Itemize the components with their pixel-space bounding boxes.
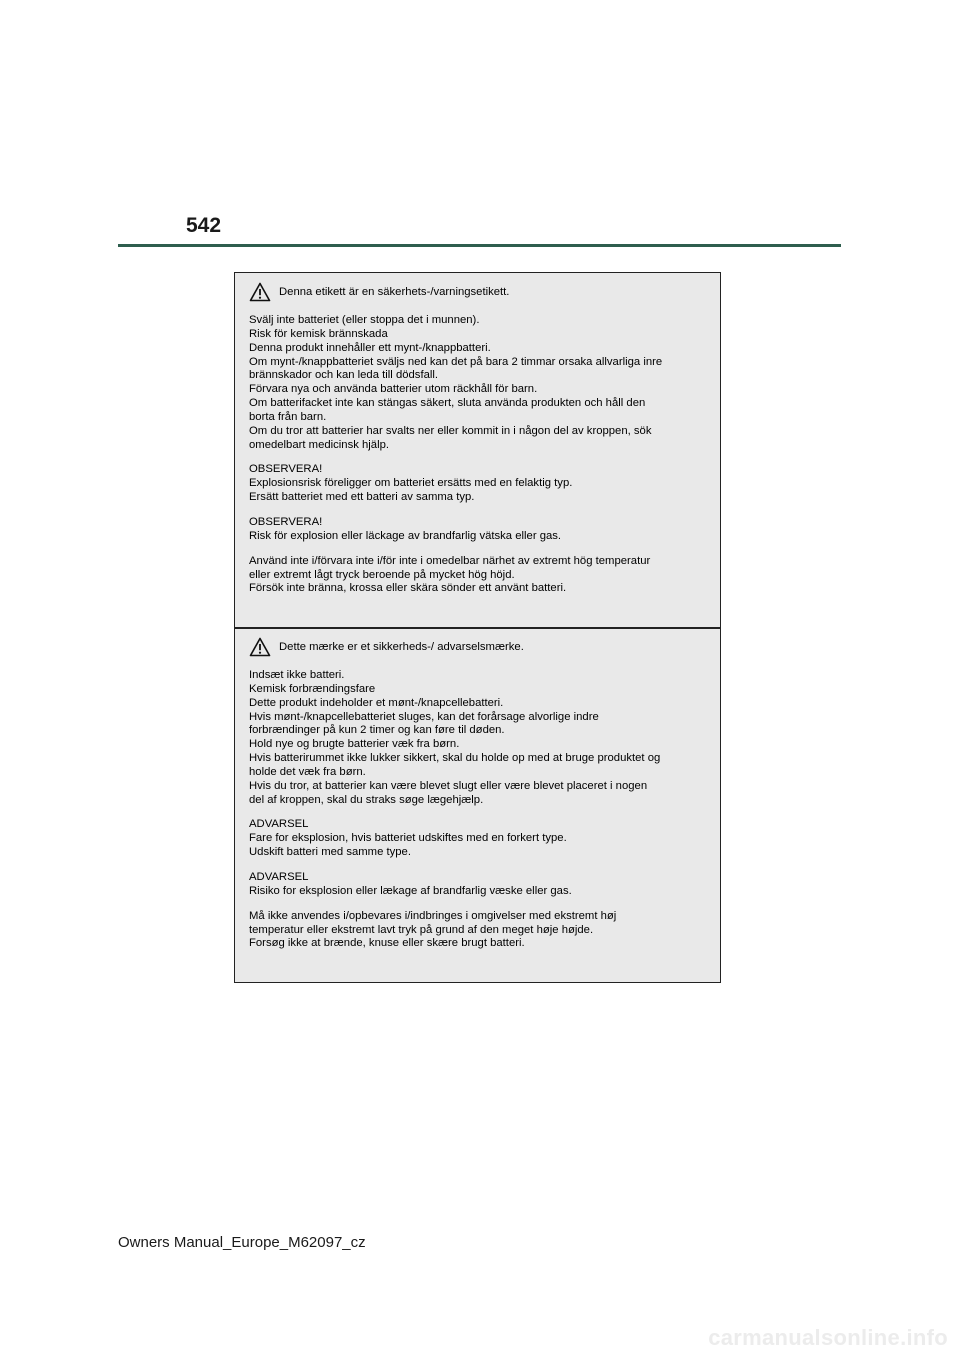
text-line: del af kroppen, skal du straks søge lægehjælp. — [249, 793, 484, 806]
text-line: Risiko for eksplosion eller lækage af brandfarlig væske eller gas. — [249, 884, 572, 897]
danish-block-3 — [249, 871, 708, 899]
text-line: Försök inte bränna, krossa eller skära sönder ett använt batteri. — [249, 582, 567, 595]
warning-triangle-icon — [249, 282, 271, 302]
text-line: Kemisk forbrændingsfare — [249, 682, 376, 695]
danish-block-1 — [249, 669, 708, 807]
text-line: OBSERVERA! — [249, 515, 323, 528]
text-line: Hvis du tror, at batterier kan være blevet slugt eller være blevet placeret i nogen — [249, 779, 648, 792]
text-line: Förvara nya och använda batterier utom räckhåll för barn. — [249, 383, 538, 396]
swedish-block-2 — [249, 463, 708, 505]
text-line: borta från barn. — [249, 410, 327, 423]
danish-warning-panel — [235, 628, 720, 983]
header-rule — [118, 244, 841, 247]
swedish-block-1 — [249, 314, 708, 452]
text-line: Hold nye og brugte batterier væk fra børn. — [249, 738, 460, 751]
text-line: forbrændinger på kun 2 timer og kan føre til døden. — [249, 724, 505, 737]
text-line: Hvis batterirummet ikke lukker sikkert, skal du holde op med at bruge produktet og — [249, 752, 661, 765]
text-line: Denna produkt innehåller ett mynt-/knappbatteri. — [249, 341, 491, 354]
page-number: 542 — [186, 214, 222, 237]
danish-panel-header — [249, 636, 708, 658]
text-line: holde det væk fra børn. — [249, 765, 366, 778]
watermark: carmanualsonline.info — [708, 1325, 948, 1350]
text-line: Ersätt batteriet med ett batteri av samma typ. — [249, 491, 475, 504]
danish-block-4 — [249, 910, 708, 952]
text-line: Svälj inte batteriet (eller stoppa det i munnen). — [249, 314, 480, 326]
text-line: ADVARSEL — [249, 818, 309, 831]
text-line: omedelbart medicinsk hjälp. — [249, 438, 390, 451]
warning-triangle-icon — [249, 637, 271, 657]
text-line: Risk för explosion eller läckage av brandfarlig vätska eller gas. — [249, 529, 562, 542]
text-line: ADVARSEL — [249, 870, 309, 883]
text-line: Om batterifacket inte kan stängas säkert, sluta använda produkten och håll den — [249, 397, 646, 410]
text-line: Om du tror att batterier har svalts ner eller kommit in i någon del av kroppen, sök — [249, 424, 652, 437]
swedish-block-3 — [249, 516, 708, 544]
footer-manual-id: Owners Manual_Europe_M62097_cz — [118, 1234, 366, 1251]
danish-block-2 — [249, 818, 708, 860]
text-line: Om mynt-/knappbatteriet sväljs ned kan det på bara 2 timmar orsaka allvarliga inre — [249, 355, 663, 368]
text-line: Risk för kemisk brännskada — [249, 327, 388, 340]
text-line: Må ikke anvendes i/opbevares i/indbringes i omgivelser med ekstremt høj — [249, 909, 617, 922]
text-line: Använd inte i/förvara inte i/för inte i omedelbar närhet av extremt hög temperatur — [249, 554, 651, 567]
text-line: Hvis mønt-/knapcellebatteriet sluges, kan det forårsage alvorlige indre — [249, 710, 599, 723]
text-line: brännskador och kan leda till dödsfall. — [249, 369, 439, 382]
swedish-block-4 — [249, 555, 708, 597]
swedish-panel-title: Denna etikett är en säkerhets-/varningsetikett. — [279, 286, 510, 298]
warning-label-image — [234, 272, 721, 983]
danish-panel-title: Dette mærke er et sikkerheds-/ advarselsmærke. — [279, 641, 524, 653]
text-line: eller extremt lågt tryck beroende på mycket hög höjd. — [249, 568, 515, 581]
text-line: Forsøg ikke at brænde, knuse eller skære brugt batteri. — [249, 937, 525, 950]
text-line: Fare for eksplosion, hvis batteriet udskiftes med en forkert type. — [249, 832, 567, 845]
text-line: Indsæt ikke batteri. — [249, 669, 345, 681]
text-line: Udskift batteri med samme type. — [249, 846, 411, 859]
text-line: temperatur eller ekstremt lavt tryk på grund af den meget høje højde. — [249, 923, 594, 936]
swedish-panel-header — [249, 281, 708, 303]
swedish-warning-panel — [235, 273, 720, 627]
text-line: OBSERVERA! — [249, 463, 323, 476]
text-line: Dette produkt indeholder et mønt-/knapcellebatteri. — [249, 696, 504, 709]
text-line: Explosionsrisk föreligger om batteriet ersätts med en felaktig typ. — [249, 477, 573, 490]
